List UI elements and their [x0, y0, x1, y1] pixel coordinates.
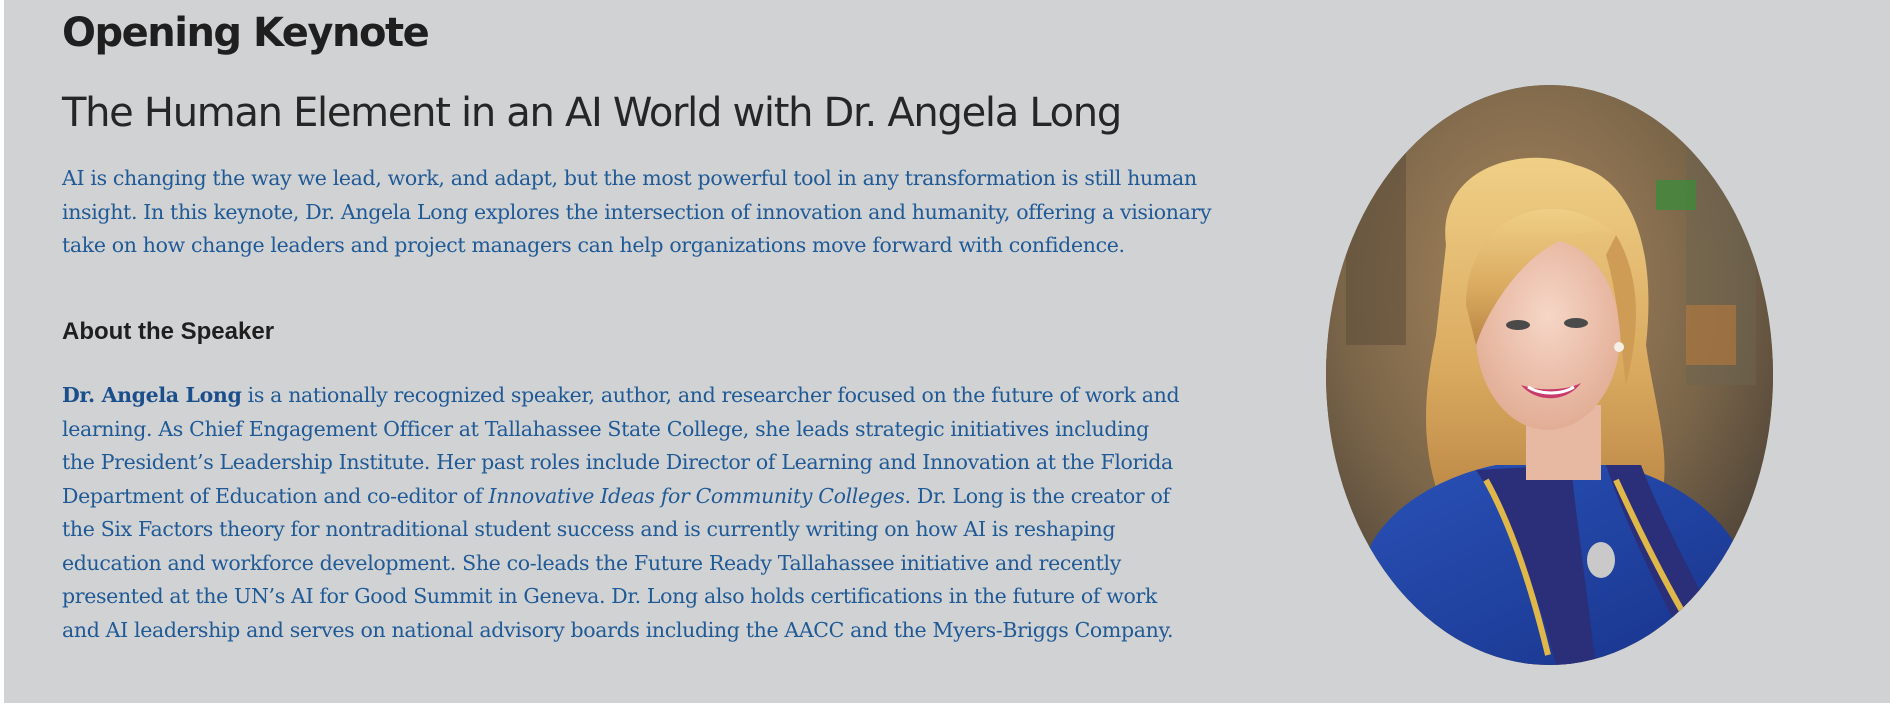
- bio-text-part2: . Dr. Long is the creator of the Six Factors theory for nontraditional student success and is currently writing on how AI is reshaping education and workforce development. She co-leads the Future Ready Tallahassee initiative and recently presented at the UN’s AI for Good Summit in Geneva. Dr. Long also holds certifications in the future of work and AI leadership and serves on national advisory boards including the AACC and the Myers-Briggs Company.: [62, 483, 1174, 642]
- keynote-section: [4, 0, 1890, 703]
- about-speaker-heading: About the Speaker: [62, 318, 275, 345]
- speaker-photo: [1326, 85, 1773, 665]
- bio-text-part1: is a nationally recognized speaker, author, and researcher focused on the future of work and learning. As Chief Engagement Officer at Tallahassee State College, she leads strategic initiatives including the President’s Leadership Institute. Her past roles include Director of Learning and Innovation at the Florida Department of Education and co-editor of: [62, 383, 1180, 508]
- speaker-bio: [62, 379, 1182, 647]
- keynote-description: AI is changing the way we lead, work, and adapt, but the most powerful tool in any transformation is still human insight. In this keynote, Dr. Angela Long explores the intersection of innovation and humanity, offering a visionary take on how change leaders and project managers can help organizations move forward with confidence.: [62, 166, 1212, 257]
- keynote-title: The Human Element in an AI World with Dr. Angela Long: [62, 90, 1121, 136]
- speaker-portrait-icon: [1326, 85, 1773, 665]
- section-title: Opening Keynote: [62, 10, 429, 56]
- speaker-name: Dr. Angela Long: [62, 383, 242, 407]
- book-title: Innovative Ideas for Community Colleges: [488, 483, 905, 508]
